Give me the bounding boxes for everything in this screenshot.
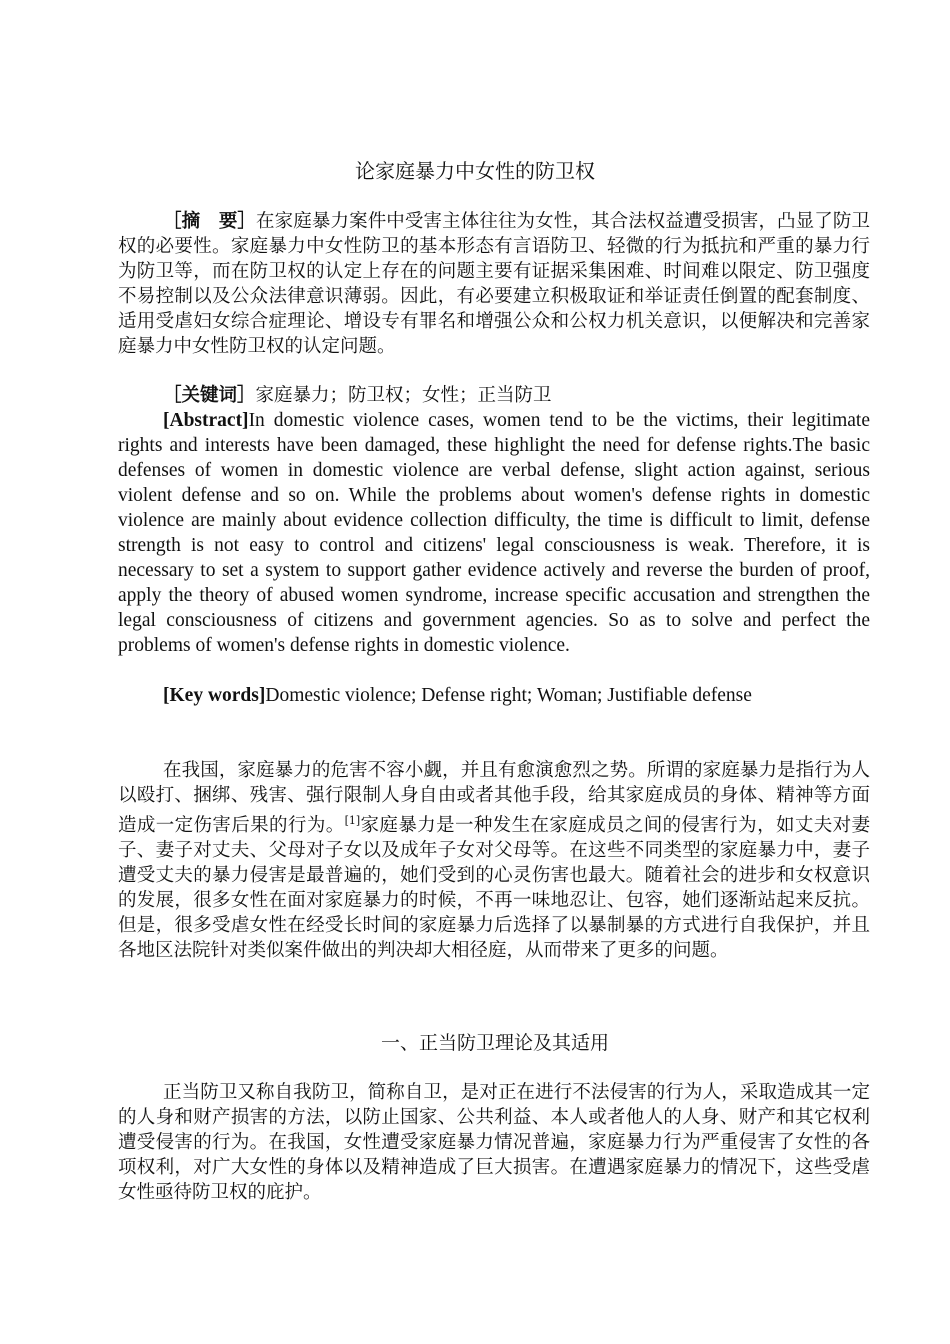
intro-text-before: 在我国，家庭暴力的危害不容小觑，并且有愈演愈烈之势。所谓的家庭暴力是指行为人以殴打、捆绑、残害、强行限制人身自由或者其他手段，给其家庭成员的身体、精神等方面造成一定伤害后果的行为。: [118, 760, 870, 836]
abstract-en-text: In domestic violence cases, women tend to be the victims, their legitimate rights and interests have been damaged, these highlight the need for defense rights.The basic defenses of women in domestic violence are verbal defense, slight action against, serious violent defense and so on. While the problems about women's defense rights in domestic violence are mainly about evidence collection difficulty, the time is difficult to limit, defense strength is not easy to control and citizens' legal consciousness is weak. Therefore, it is necessary to set a system to support gather evidence actively and reverse the burden of proof, apply the theory of abused women syndrome, increase specific accusation and strengthen the legal consciousness of citizens and government agencies. So as to solve and perfect the problems of women's defense rights in domestic violence.: [118, 410, 870, 656]
keywords-en-label: [Key words]: [163, 685, 266, 706]
paper-title: 论家庭暴力中女性的防卫权: [355, 159, 595, 183]
intro-paragraph: [118, 758, 870, 963]
keywords-en: [118, 683, 870, 708]
abstract-en-label: [Abstract]: [163, 410, 249, 431]
intro-text-after: 家庭暴力是一种发生在家庭成员之间的侵害行为，如丈夫对妻子、妻子对丈夫、父母对子女以及成年子女对父母等。在这些不同类型的家庭暴力中，妻子遭受丈夫的暴力侵害是最普遍的，她们受到的心灵伤害也最大。随着社会的进步和女权意识的发展，很多女性在面对家庭暴力的时候，不再一味地忍让、包容，她们逐渐站起来反抗。但是，很多受虐女性在经受长时间的家庭暴力后选择了以暴制暴的方式进行自我保护，并且各地区法院针对类似案件做出的判决却大相径庭，从而带来了更多的问题。: [118, 815, 870, 961]
abstract-cn: [118, 209, 870, 359]
abstract-en: [118, 408, 870, 658]
keywords-en-text: Domestic violence; Defense right; Woman; Justifiable defense: [265, 685, 752, 706]
citation-ref: [1]: [344, 814, 361, 827]
keywords-cn: [118, 383, 870, 408]
section-paragraph: 正当防卫又称自我防卫，简称自卫，是对正在进行不法侵害的行为人，采取造成其一定的人身和财产损害的方法，以防止国家、公共利益、本人或者他人的人身、财产和其它权利遭受侵害的行为。在我国，女性遭受家庭暴力情况普遍，家庭暴力行为严重侵害了女性的各项权利，对广大女性的身体以及精神造成了巨大损害。在遭遇家庭暴力的情况下，这些受虐女性亟待防卫权的庇护。: [118, 1082, 870, 1203]
keywords-cn-label: ［关键词］: [163, 385, 256, 406]
abstract-cn-text: 在家庭暴力案件中受害主体往往为女性，其合法权益遭受损害，凸显了防卫权的必要性。家庭暴力中女性防卫的基本形态有言语防卫、轻微的行为抵抗和严重的暴力行为防卫等，而在防卫权的认定上存在的问题主要有证据采集困难、时间难以限定、防卫强度不易控制以及公众法律意识薄弱。因此，有必要建立积极取证和举证责任倒置的配套制度、适用受虐妇女综合症理论、增设专有罪名和增强公众和公权力机关意识，以便解决和完善家庭暴力中女性防卫权的认定问题。: [118, 211, 870, 357]
section-heading: 一、正当防卫理论及其适用: [380, 1032, 609, 1054]
keywords-cn-text: 家庭暴力；防卫权；女性；正当防卫: [255, 385, 552, 406]
abstract-cn-label: ［摘 要］: [163, 211, 257, 232]
